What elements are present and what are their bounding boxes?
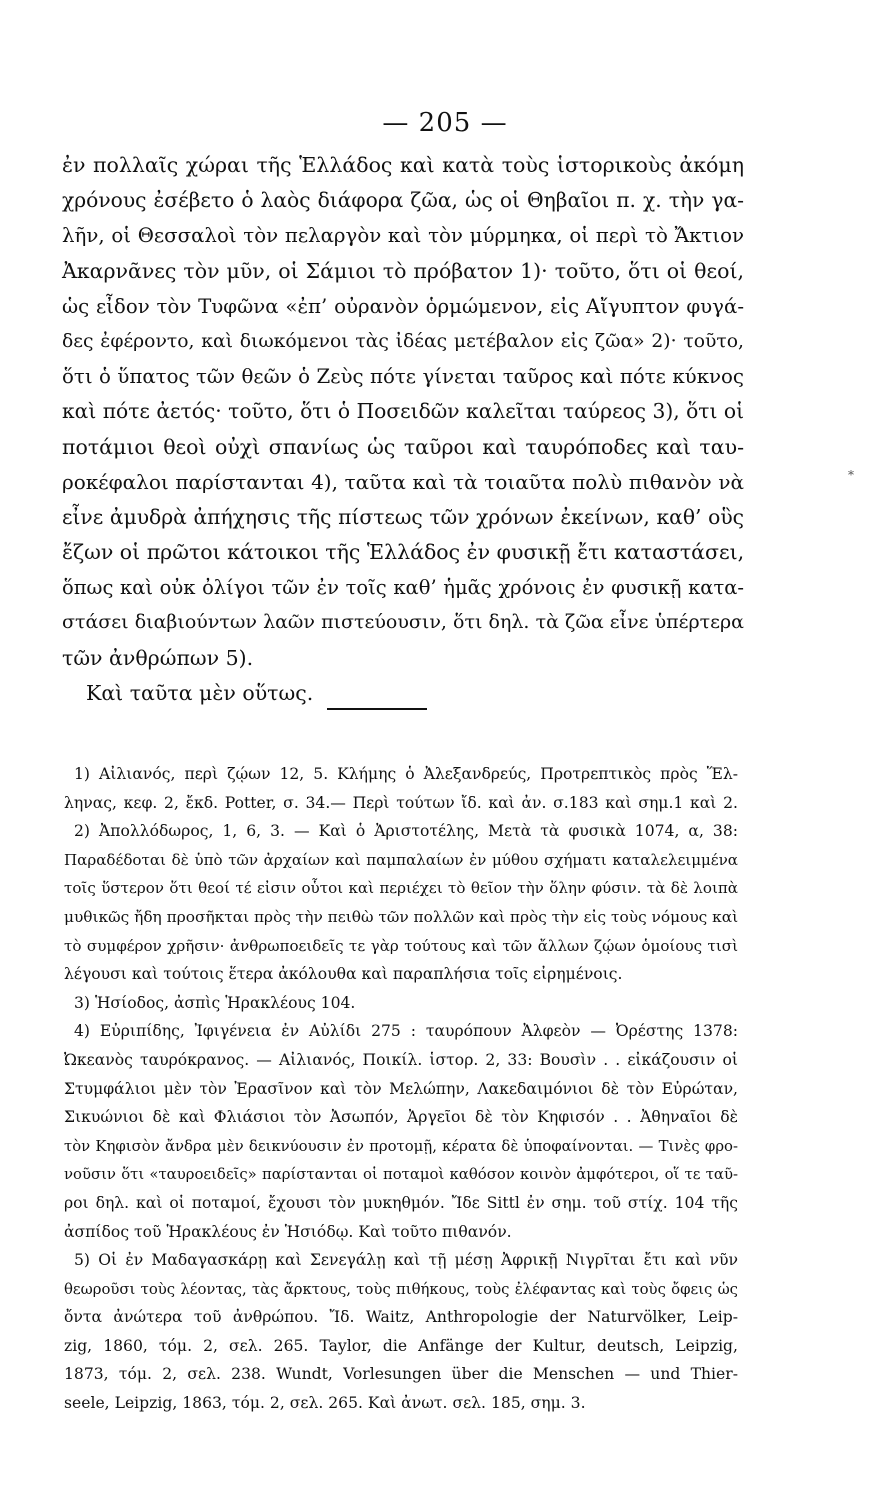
footnote-line: μυθικῶς ἤδη προσῆκται πρὸς τὴν πειθὼ τῶν πολλῶν καὶ πρὸς τὴν εἰς τοὺς νόμους καὶ: [64, 907, 739, 926]
text-line: ποτάμιοι θεοὶ οὐχὶ σπανίως ὡς ταῦροι καὶ ταυρόποδες καὶ ταυ-: [62, 434, 744, 459]
text-line: στάσει διαβιούντων λαῶν πιστεύουσιν, ὅτι δηλ. τὰ ζῶα εἶνε ὑπέρτερα: [62, 611, 744, 634]
text-line: λῆν, οἱ Θεσσαλοὶ τὸν πελαργὸν καὶ τὸν μύρμηκα, οἱ περὶ τὸ Ἄκτιον: [62, 224, 744, 248]
footnote-line: τὸ συμφέρον χρῆσιν· ἀνθρωποειδεῖς τε γὰρ τούτους καὶ τῶν ἄλλων ζῴων ὁμοίους τισὶ: [64, 936, 738, 955]
footnote-line: τοῖς ὕστερον ὅτι θεοί τέ εἰσιν οὗτοι καὶ περιέχει τὸ θεῖον τὴν ὅλην φύσιν. τὰ δὲ λοιπὰ: [64, 879, 738, 898]
text-line: ἔζων οἱ πρῶτοι κάτοικοι τῆς Ἑλλάδος ἐν φυσικῇ ἔτι καταστάσει,: [62, 540, 745, 565]
footnote-line: Στυμφάλιοι μὲν τὸν Ἐρασῖνον καὶ τὸν Μελώπην, Λακεδαιμόνιοι δὲ τὸν Εὐρώταν,: [64, 1079, 738, 1098]
footnote-separator: [327, 708, 427, 710]
text-line: Ἀκαρνᾶνες τὸν μῦν, οἱ Σάμιοι τὸ πρόβατον 1)· τοῦτο, ὅτι οἱ θεοί,: [62, 258, 744, 283]
text-line: ἐν πολλαῖς χώραι τῆς Ἑλλάδος καὶ κατὰ τοὺς ἱστορικοὺς ἀκόμη: [62, 153, 744, 177]
footnote-line: νοῦσιν ὅτι «ταυροειδεῖς» παρίστανται οἱ ποταμοὶ καθόσον κοινὸν ἀμφότεροι, οἵ τε ταῦ-: [64, 1165, 738, 1184]
footnote-line: Ὠκεανὸς ταυρόκρανος. — Αἰλιανός, Ποικίλ. ἱστορ. 2, 33: Βουσὶν . . εἰκάζουσιν οἱ: [64, 1050, 738, 1069]
text-line: ὡς εἶδον τὸν Τυφῶνα «ἐπ’ οὐρανὸν ὁρμώμενον, εἰς Αἴγυπτον φυγά-: [62, 294, 744, 318]
text-line: καὶ πότε ἀετός· τοῦτο, ὅτι ὁ Ποσειδῶν καλεῖται ταύρεος 3), ὅτι οἱ: [62, 399, 745, 424]
text-line: ροκέφαλοι παρίστανται 4), ταῦτα καὶ τὰ τοιαῦτα πολὺ πιθανὸν νὰ: [62, 469, 744, 494]
text-line: ὅτι ὁ ὕπατος τῶν θεῶν ὁ Ζεὺς πότε γίνεται ταῦρος καὶ πότε κύκνος: [62, 365, 744, 389]
footnote-line: ροι δηλ. καὶ οἱ ποταμοί, ἔχουσι τὸν μυκηθμόν. Ἴδε Sittl ἐν σημ. τοῦ στίχ. 104 τῆς: [64, 1193, 738, 1212]
footnote-line: 4) Εὐριπίδης, Ἰφιγένεια ἐν Αὐλίδι 275 : ταυρόπουν Ἀλφεὸν — Ὀρέστης 1378:: [74, 1022, 738, 1041]
text-line: ὅπως καὶ οὐκ ὀλίγοι τῶν ἐν τοῖς καθ’ ἡμᾶς χρόνοις ἐν φυσικῇ κατα-: [62, 576, 744, 600]
footnote-line: θεωροῦσι τοὺς λέοντας, τὰς ἄρκτους, τοὺς πιθήκους, τοὺς ἐλέφαντας καὶ τοὺς ὄφεις ὡς: [64, 1279, 738, 1298]
footnote-line: 1) Αἰλιανός, περὶ ζῴων 12, 5. Κλήμης ὁ Ἀλεξανδρεύς, Προτρεπτικὸς πρὸς Ἕλ-: [74, 765, 738, 783]
footnote-line: 2) Ἀπολλόδωρος, 1, 6, 3. — Καὶ ὁ Ἀριστοτέλης, Μετὰ τὰ φυσικὰ 1074, α, 38:: [74, 822, 738, 841]
page-number: — 205 —: [382, 108, 508, 138]
footnote-line: ἀσπίδος τοῦ Ἡρακλέους ἐν Ἡσιόδῳ. Καὶ τοῦτο πιθανόν.: [64, 1222, 512, 1241]
footnote-line: ὄντα ἀνώτερα τοῦ ἀνθρώπου. Ἴδ. Waitz, Anthropologie der Naturvölker, Leip-: [64, 1308, 738, 1327]
text-line: χρόνους ἐσέβετο ὁ λαὸς διάφορα ζῶα, ὡς οἱ Θηβαῖοι π. χ. τὴν γα-: [62, 188, 744, 213]
text-line: δες ἐφέροντο, καὶ διωκόμενοι τὰς ἰδέας μετέβαλον εἰς ζῶα» 2)· τοῦτο,: [62, 330, 744, 352]
footnotes: [64, 760, 738, 1418]
footnote-line: seele, Leipzig, 1863, τόμ. 2, σελ. 265. Καὶ ἀνωτ. σελ. 185, σημ. 3.: [64, 1394, 586, 1413]
footnote-line: zig, 1860, τόμ. 2, σελ. 265. Taylor, die Anfänge der Kultur, deutsch, Leipzig,: [64, 1336, 738, 1355]
footnote-line: τὸν Κηφισὸν ἄνδρα μὲν δεικνύουσιν ἐν προτομῇ, κέρατα δὲ ὑποφαίνονται. — Τινὲς φρο-: [64, 1136, 738, 1155]
footnote-line: 3) Ἡσίοδος, ἀσπὶς Ἡρακλέους 104.: [74, 993, 356, 1012]
footnote-line: ληνας, κεφ. 2, ἔκδ. Potter, σ. 34.— Περὶ τούτων ἴδ. καὶ ἀν. σ.183 καὶ σημ.1 καὶ 2.: [64, 793, 738, 812]
footnote-line: 1873, τόμ. 2, σελ. 238. Wundt, Vorlesungen über die Menschen — und Thier-: [64, 1365, 738, 1384]
footnote-line: λέγουσι καὶ τούτοις ἕτερα ἀκόλουθα καὶ παραπλήσια τοῖς εἰρημένοις.: [64, 965, 623, 984]
text-line: τῶν ἀνθρώπων 5).: [62, 645, 254, 670]
footnote-line: Σικυώνιοι δὲ καὶ Φλιάσιοι τὸν Ἀσωπόν, Ἀργεῖοι δὲ τὸν Κηφισόν . . Ἀθηναῖοι δὲ: [64, 1108, 738, 1127]
footnote-line: Παραδέδοται δὲ ὑπὸ τῶν ἀρχαίων καὶ παμπαλαίων ἐν μύθου σχήματι καταλελειμμένα: [64, 850, 738, 869]
text-line: εἶνε ἀμυδρὰ ἀπήχησις τῆς πίστεως τῶν χρόνων ἐκείνων, καθ’ οὓς: [62, 504, 744, 529]
ink-speck: *: [848, 468, 854, 482]
main-text: [62, 148, 744, 711]
footnote-line: 5) Οἱ ἐν Μαδαγασκάρῃ καὶ Σενεγάλῃ καὶ τῇ μέσῃ Ἀφρικῇ Νιγρῖται ἔτι καὶ νῦν: [74, 1251, 738, 1270]
text-line: Καὶ ταῦτα μὲν οὕτως.: [86, 680, 314, 705]
